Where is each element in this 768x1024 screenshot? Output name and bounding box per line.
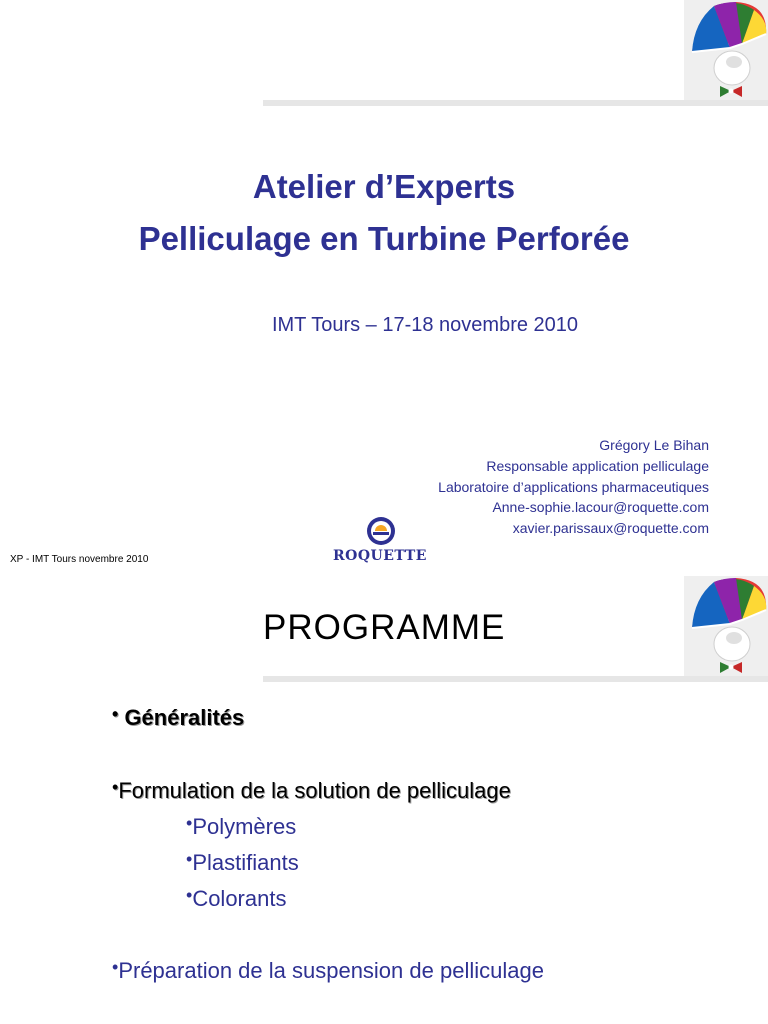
roquette-emblem-icon	[330, 513, 430, 551]
header-divider-bar	[263, 676, 768, 682]
contact-email-2: xavier.parissaux@roquette.com	[512, 520, 709, 536]
list-item	[112, 957, 544, 984]
bullet-icon: •	[112, 957, 119, 977]
umbrella-mascot-icon	[684, 0, 768, 102]
list-item	[186, 813, 296, 840]
list-item	[186, 849, 299, 876]
list-item	[112, 704, 244, 731]
list-item-text: Généralités	[124, 705, 245, 730]
contact-role: Responsable application pelliculage	[486, 458, 709, 474]
list-item-text: Plastifiants	[192, 850, 299, 875]
company-logo	[330, 513, 430, 567]
bullet-icon: •	[112, 777, 119, 797]
programme-slide	[0, 576, 768, 1024]
list-item-text: Préparation de la suspension de pelliculage	[118, 958, 544, 983]
slide-title: PROGRAMME	[263, 608, 506, 647]
company-logo-text: ROQUETTE	[333, 548, 427, 564]
list-item-text: Polymères	[192, 814, 297, 839]
list-item-text: Colorants	[192, 886, 287, 911]
bullet-icon: •	[186, 813, 193, 833]
list-item	[112, 777, 511, 804]
contact-lab: Laboratoire d’applications pharmaceutiques	[438, 479, 709, 495]
slide-subtitle: IMT Tours – 17-18 novembre 2010	[271, 314, 579, 336]
contact-name: Grégory Le Bihan	[599, 437, 709, 453]
corner-logo	[684, 576, 768, 678]
bullet-icon: •	[186, 849, 193, 869]
slide-footer: XP - IMT Tours novembre 2010	[10, 554, 149, 565]
corner-logo	[684, 0, 768, 102]
list-item	[186, 885, 286, 912]
slide-title-line-1: Atelier d’Experts	[252, 168, 516, 205]
umbrella-mascot-icon	[684, 576, 768, 678]
list-item-text: Formulation de la solution de pelliculage	[118, 778, 511, 803]
contact-email-1: Anne-sophie.lacour@roquette.com	[492, 499, 709, 515]
bullet-icon: •	[186, 885, 193, 905]
header-divider-bar	[263, 100, 768, 106]
bullet-icon: •	[112, 704, 119, 724]
slide-title-line-2: Pelliculage en Turbine Perforée	[138, 220, 630, 257]
